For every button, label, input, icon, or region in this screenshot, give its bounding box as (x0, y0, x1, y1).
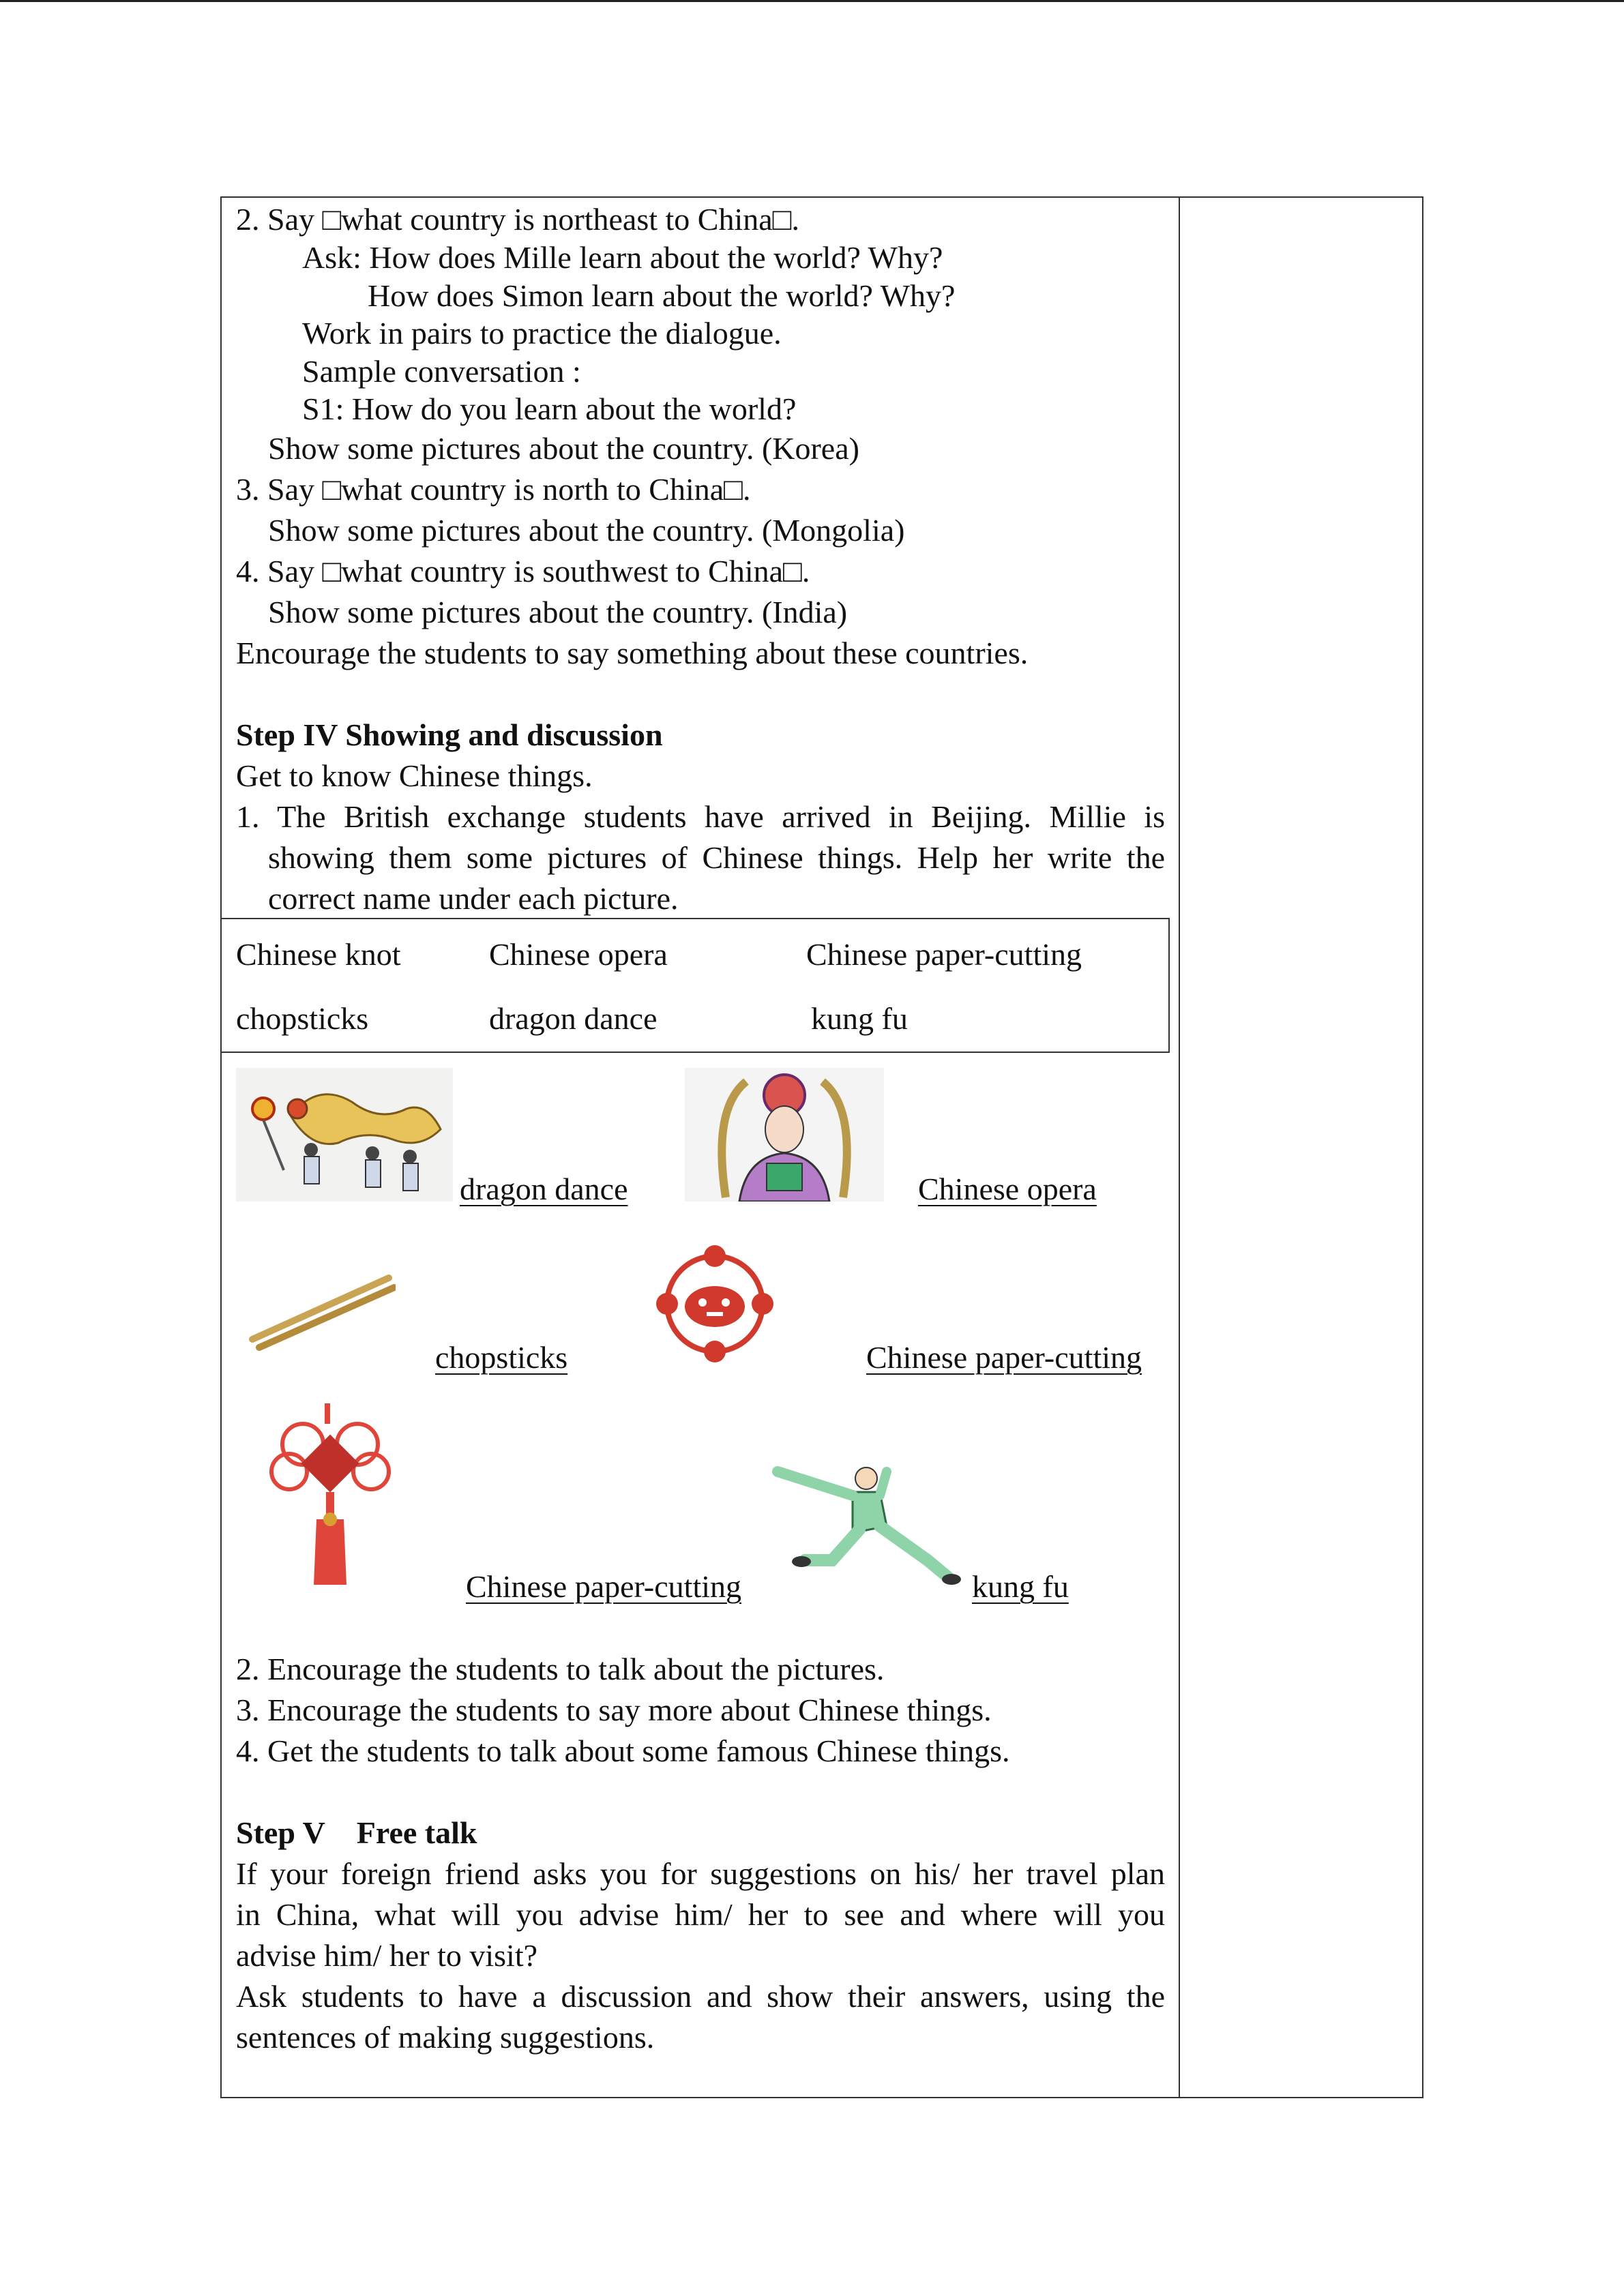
word-kung-fu: kung fu (811, 1001, 908, 1036)
chinese-opera-picture (685, 1068, 884, 1202)
item-3-north: 3. Say □what country is north to China□. (236, 472, 751, 507)
step-4-item-1-line-1: 1. The British exchange students have arrived in Beijing. Millie is (236, 799, 1165, 834)
encourage-countries: Encourage the students to say something about these countries. (236, 636, 1029, 670)
sample-conversation: Sample conversation : (302, 354, 581, 389)
answer-dragon-dance: dragon dance (460, 1172, 628, 1206)
chopsticks-picture (246, 1271, 396, 1353)
table-column-divider (1179, 196, 1180, 2098)
step-5-heading: Step V Free talk (236, 1815, 477, 1850)
step-4-item-4: 4. Get the students to talk about some famous Chinese things. (236, 1733, 1010, 1768)
page-top-border (0, 0, 1624, 2)
answer-paper-cutting-2: Chinese paper-cutting (466, 1569, 742, 1604)
word-paper-cutting: Chinese paper-cutting (806, 937, 1082, 972)
step-5-p2-line-2: sentences of making suggestions. (236, 2020, 655, 2055)
paper-cutting-picture (655, 1244, 775, 1364)
s1-line: S1: How do you learn about the world? (302, 391, 797, 426)
step-4-intro: Get to know Chinese things. (236, 758, 593, 793)
answer-kung-fu: kung fu (972, 1569, 1069, 1604)
step-4-item-1-line-3: correct name under each picture. (268, 881, 679, 916)
chinese-knot-picture (262, 1403, 398, 1586)
ask-simon: How does Simon learn about the world? Why? (368, 278, 956, 313)
pair-work: Work in pairs to practice the dialogue. (302, 316, 782, 351)
step-4-item-2: 2. Encourage the students to talk about the pictures. (236, 1652, 885, 1686)
kung-fu-picture (764, 1458, 962, 1587)
step-5-p1-line-2: in China, what will you advise him/ her to see and where will you (236, 1897, 1165, 1932)
answer-chopsticks: chopsticks (435, 1340, 568, 1375)
step-5-p2-line-1: Ask students to have a discussion and show their answers, using the (236, 1979, 1165, 2014)
word-chinese-knot: Chinese knot (236, 937, 401, 972)
show-korea: Show some pictures about the country. (Korea) (268, 431, 859, 466)
item-4-southwest: 4. Say □what country is southwest to China□. (236, 554, 810, 588)
show-india: Show some pictures about the country. (India) (268, 595, 848, 629)
step-4-heading: Step IV Showing and discussion (236, 717, 663, 752)
step-5-p1-line-3: advise him/ her to visit? (236, 1938, 538, 1973)
step-4-item-3: 3. Encourage the students to say more about Chinese things. (236, 1693, 992, 1727)
step-5-p1-line-1: If your foreign friend asks you for suggestions on his/ her travel plan (236, 1856, 1165, 1891)
ask-mille: Ask: How does Mille learn about the world? Why? (302, 240, 943, 275)
word-chopsticks: chopsticks (236, 1001, 369, 1036)
word-chinese-opera: Chinese opera (489, 937, 668, 972)
step-4-item-1-line-2: showing them some pictures of Chinese things. Help her write the (268, 840, 1165, 875)
answer-paper-cutting-1: Chinese paper-cutting (866, 1340, 1142, 1375)
answer-chinese-opera: Chinese opera (918, 1172, 1097, 1206)
item-2-northeast: 2. Say □what country is northeast to China□. (236, 202, 799, 237)
show-mongolia: Show some pictures about the country. (Mongolia) (268, 513, 905, 548)
dragon-dance-picture (236, 1068, 453, 1202)
word-dragon-dance: dragon dance (489, 1001, 658, 1036)
